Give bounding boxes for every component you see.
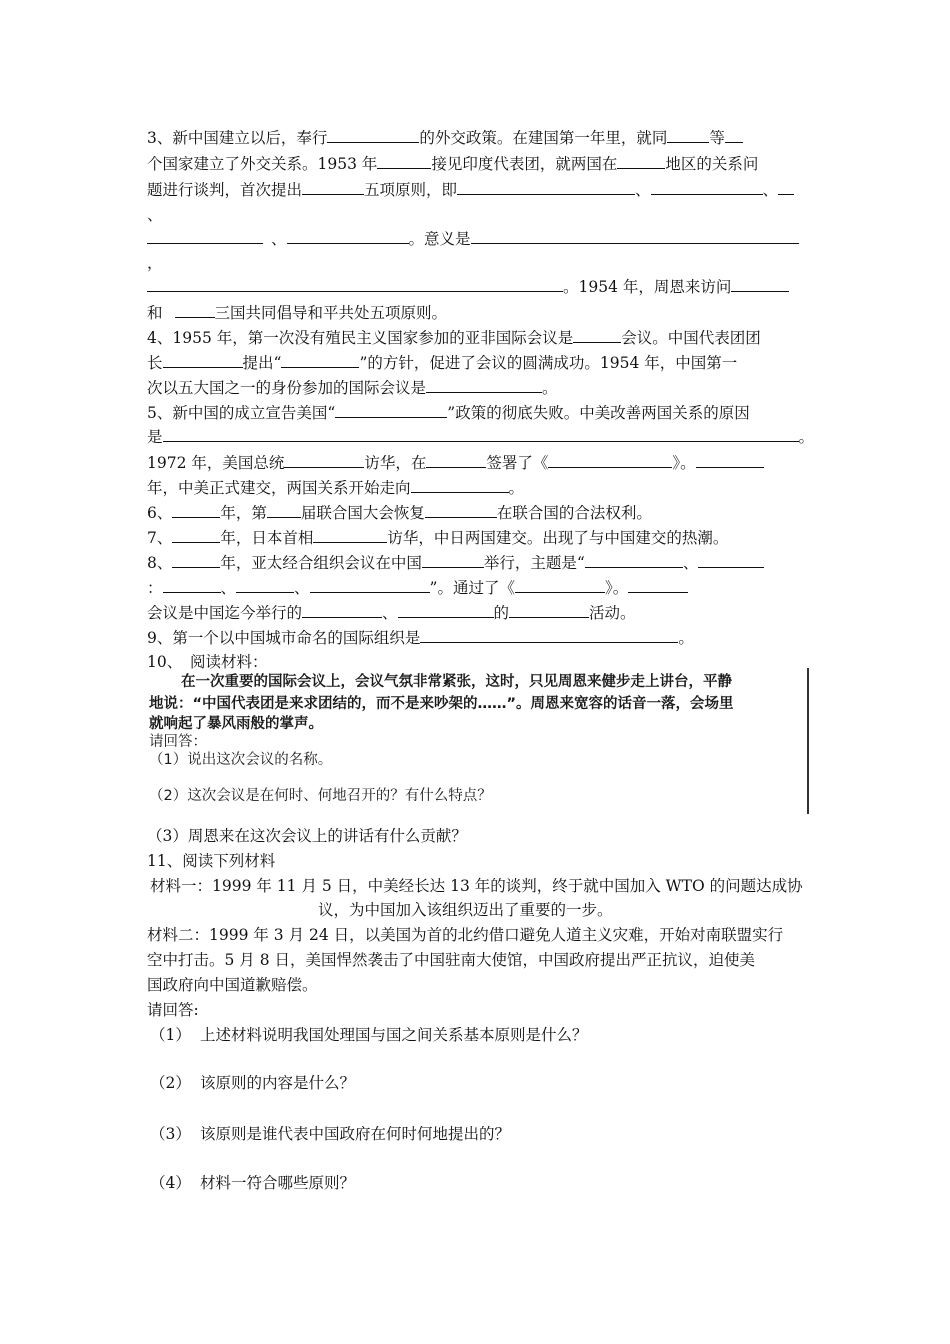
text: 。 (678, 629, 694, 647)
text: 、 (635, 181, 651, 199)
q6-line (147, 502, 652, 523)
text: 、 (682, 554, 699, 572)
question-text: 该原则的内容是什么？ (200, 1074, 356, 1092)
text: 、 (382, 604, 398, 622)
text: 3、新中国建立以后，奉行 (147, 129, 328, 147)
question-10-3: （3）周恩来在这次会议上的讲话有什么贡献？ (147, 827, 467, 845)
question-number: （4） (150, 1174, 191, 1192)
text: 。意义是 (408, 230, 471, 248)
blank[interactable] (147, 276, 563, 292)
material-2-line-3: 国政府向中国道歉赔偿。 (147, 976, 318, 994)
blank[interactable] (698, 552, 764, 568)
q3-line-1 (147, 127, 743, 148)
question-number: （3） (150, 1125, 191, 1143)
blank[interactable] (175, 302, 215, 318)
blank[interactable] (313, 527, 387, 543)
text: 8、 (147, 554, 173, 572)
text: 会议是中国迄今举行的 (147, 604, 303, 622)
text: 届联合国大会恢复 (300, 504, 425, 522)
text: 和 (147, 304, 163, 322)
blank[interactable] (398, 602, 494, 618)
material-text-line-2: 地说：“中国代表团是来求团结的，而不是来吵架的……”。周恩来宽容的话音一落，会场里 (149, 696, 734, 712)
text: ”政策的彻底失败。中美改善两国关系的原因 (447, 404, 750, 422)
text: 地区的关系问 (665, 155, 759, 173)
text: 6、 (147, 504, 173, 522)
question-10-1: （1）说出这次会议的名称。 (149, 752, 333, 768)
material-1-line-2: 议，为中国加入该组织迈出了重要的一步。 (318, 901, 613, 919)
q3-line-6 (147, 253, 163, 273)
text: 、 (271, 230, 287, 248)
text: 7、 (147, 529, 173, 547)
text: 的 (493, 604, 510, 622)
blank[interactable] (628, 577, 688, 593)
material-2-line-2: 空中打击。5 月 8 日，美国悍然袭击了中国驻南大使馆，中国政府提出严正抗议，迫使美 (147, 951, 756, 969)
blank[interactable] (778, 179, 794, 195)
question-10-2: （2）这次会议是在何时、何地召开的？有什么特点？ (149, 788, 492, 804)
material-text-line-1: 在一次重要的国际会议上，会议气氛非常紧张，这时，只见周恩来健步走上讲台，平静 (181, 674, 732, 690)
q3-line-5 (147, 228, 799, 249)
q3-line-7 (147, 276, 789, 297)
q11-question-4 (150, 1173, 355, 1193)
text: 》。 (604, 579, 629, 597)
q10-title: 10、 阅读材料： (147, 653, 268, 671)
blank[interactable] (457, 179, 635, 195)
q8-line-3 (147, 602, 636, 623)
text: 》。 (672, 454, 696, 472)
question-number: （2） (150, 1074, 191, 1092)
q11-title: 11、阅读下列材料 (147, 852, 276, 870)
blank[interactable] (302, 602, 382, 618)
q3-line-4 (147, 205, 163, 225)
q3-line-8 (147, 302, 447, 323)
blank[interactable] (281, 352, 359, 368)
blank[interactable] (302, 179, 364, 195)
blank[interactable] (471, 228, 799, 244)
text: 、 (220, 579, 237, 597)
q11-question-3 (150, 1124, 510, 1144)
blank[interactable] (426, 452, 486, 468)
q5-line-3 (147, 452, 764, 473)
blank[interactable] (509, 602, 589, 618)
q5-line-2 (147, 426, 814, 447)
blank[interactable] (377, 153, 431, 169)
blank[interactable] (651, 179, 763, 195)
question-text: 材料一符合哪些原则？ (200, 1174, 356, 1192)
blank[interactable] (411, 477, 509, 493)
blank[interactable] (667, 127, 709, 143)
text: 个国家建立了外交关系。1953 年 (147, 155, 378, 173)
text: 签署了《 (486, 454, 549, 472)
q8-line-1 (147, 552, 764, 573)
text: 。 (542, 379, 558, 397)
blank[interactable] (335, 402, 447, 418)
text: ， (147, 254, 163, 272)
text: ”。通过了《 (429, 579, 515, 597)
text: ： (147, 579, 163, 597)
q4-line-3 (147, 377, 558, 398)
blank[interactable] (172, 502, 220, 518)
blank[interactable] (585, 552, 683, 568)
blank[interactable] (696, 452, 764, 468)
text: 4、1955 年，第一次没有殖民主义国家参加的亚非国际会议是 (147, 329, 574, 347)
text: 在联合国的合法权利。 (496, 504, 652, 522)
blank[interactable] (731, 276, 789, 292)
blank[interactable] (425, 502, 497, 518)
text: 三国共同倡导和平共处五项原则。 (214, 304, 448, 322)
blank[interactable] (236, 577, 294, 593)
text: 年，中美正式建交，两国关系开始走向 (147, 479, 411, 497)
text: 。 (798, 428, 815, 446)
q4-line-1 (147, 327, 761, 348)
text: 的外交政策。在建国第一年里，就同 (419, 129, 668, 147)
blank[interactable] (327, 127, 419, 143)
text: 5、新中国的成立宣告美国“ (147, 404, 336, 422)
text: 等 (709, 129, 725, 147)
text: 。 (508, 479, 525, 497)
blank[interactable] (548, 452, 672, 468)
answer-prompt: 请回答： (149, 734, 207, 750)
blank[interactable] (163, 426, 799, 442)
blank[interactable] (172, 527, 220, 543)
text: 访华，在 (364, 454, 427, 472)
blank[interactable] (725, 127, 743, 143)
blank[interactable] (426, 377, 542, 393)
text: 9、第一个以中国城市命名的国际组织是 (147, 629, 421, 647)
text: 活动。 (589, 604, 636, 622)
text: 年，第 (220, 504, 267, 522)
q3-line-2 (147, 153, 758, 174)
text: 题进行谈判，首次提出 (147, 181, 303, 199)
q9-line (147, 627, 694, 648)
text: 访华，中日两国建交。出现了与中国建交的热潮。 (387, 529, 729, 547)
text: 、 (294, 579, 310, 597)
blank[interactable] (617, 153, 665, 169)
text: 年，亚太经合组织会议在中国 (220, 554, 422, 572)
question-number: （1） (150, 1026, 191, 1044)
blank[interactable] (287, 228, 409, 244)
text: 会议。中国代表团团 (621, 329, 761, 347)
material-2-line-1: 材料二：1999 年 3 月 24 日，以美国为首的北约借口避免人道主义灾难，开始对南联盟实行 (147, 926, 784, 944)
q8-line-2 (147, 577, 688, 598)
q5-line-4 (147, 477, 524, 498)
text: 1972 年，美国总统 (147, 454, 285, 472)
text: 长 (147, 354, 163, 372)
q11-answer-prompt: 请回答: (147, 1001, 199, 1019)
text: 是 (147, 428, 163, 446)
blank[interactable] (515, 577, 605, 593)
blank[interactable] (573, 327, 621, 343)
blank[interactable] (163, 577, 221, 593)
q11-question-1 (150, 1025, 588, 1045)
q5-line-1 (147, 402, 750, 423)
blank[interactable] (172, 552, 220, 568)
blank[interactable] (422, 552, 484, 568)
q4-line-2 (147, 352, 737, 373)
blank[interactable] (310, 577, 430, 593)
question-text: 上述材料说明我国处理国与国之间关系基本原则是什么？ (200, 1026, 588, 1044)
q11-question-2 (150, 1073, 355, 1093)
blank[interactable] (284, 452, 364, 468)
q7-line (147, 527, 728, 548)
blank[interactable] (147, 228, 263, 244)
text: 接见印度代表团，就两国在 (431, 155, 618, 173)
text: 。1954 年，周恩来访问 (563, 278, 732, 296)
text: 提出“ (242, 354, 282, 372)
q3-line-3 (147, 179, 794, 200)
blank[interactable] (420, 627, 678, 643)
text: 、 (147, 206, 163, 224)
text: 次以五大国之一的身份参加的国际会议是 (147, 379, 427, 397)
blank[interactable] (267, 502, 301, 518)
text: 五项原则，即 (364, 181, 458, 199)
material-text-line-3: 就响起了暴风雨般的掌声。 (149, 716, 323, 732)
material-1-line-1: 材料一：1999 年 11 月 5 日，中美经长达 13 年的谈判，终于就中国加入 WTO 的问题达成协 (150, 877, 803, 895)
text: ”的方针，促进了会议的圆满成功。1954 年，中国第一 (359, 354, 738, 372)
text: 举行，主题是“ (483, 554, 585, 572)
blank[interactable] (163, 352, 243, 368)
question-text: 该原则是谁代表中国政府在何时何地提出的？ (200, 1125, 511, 1143)
text: 年，日本首相 (220, 529, 314, 547)
text: 、 (762, 181, 779, 199)
